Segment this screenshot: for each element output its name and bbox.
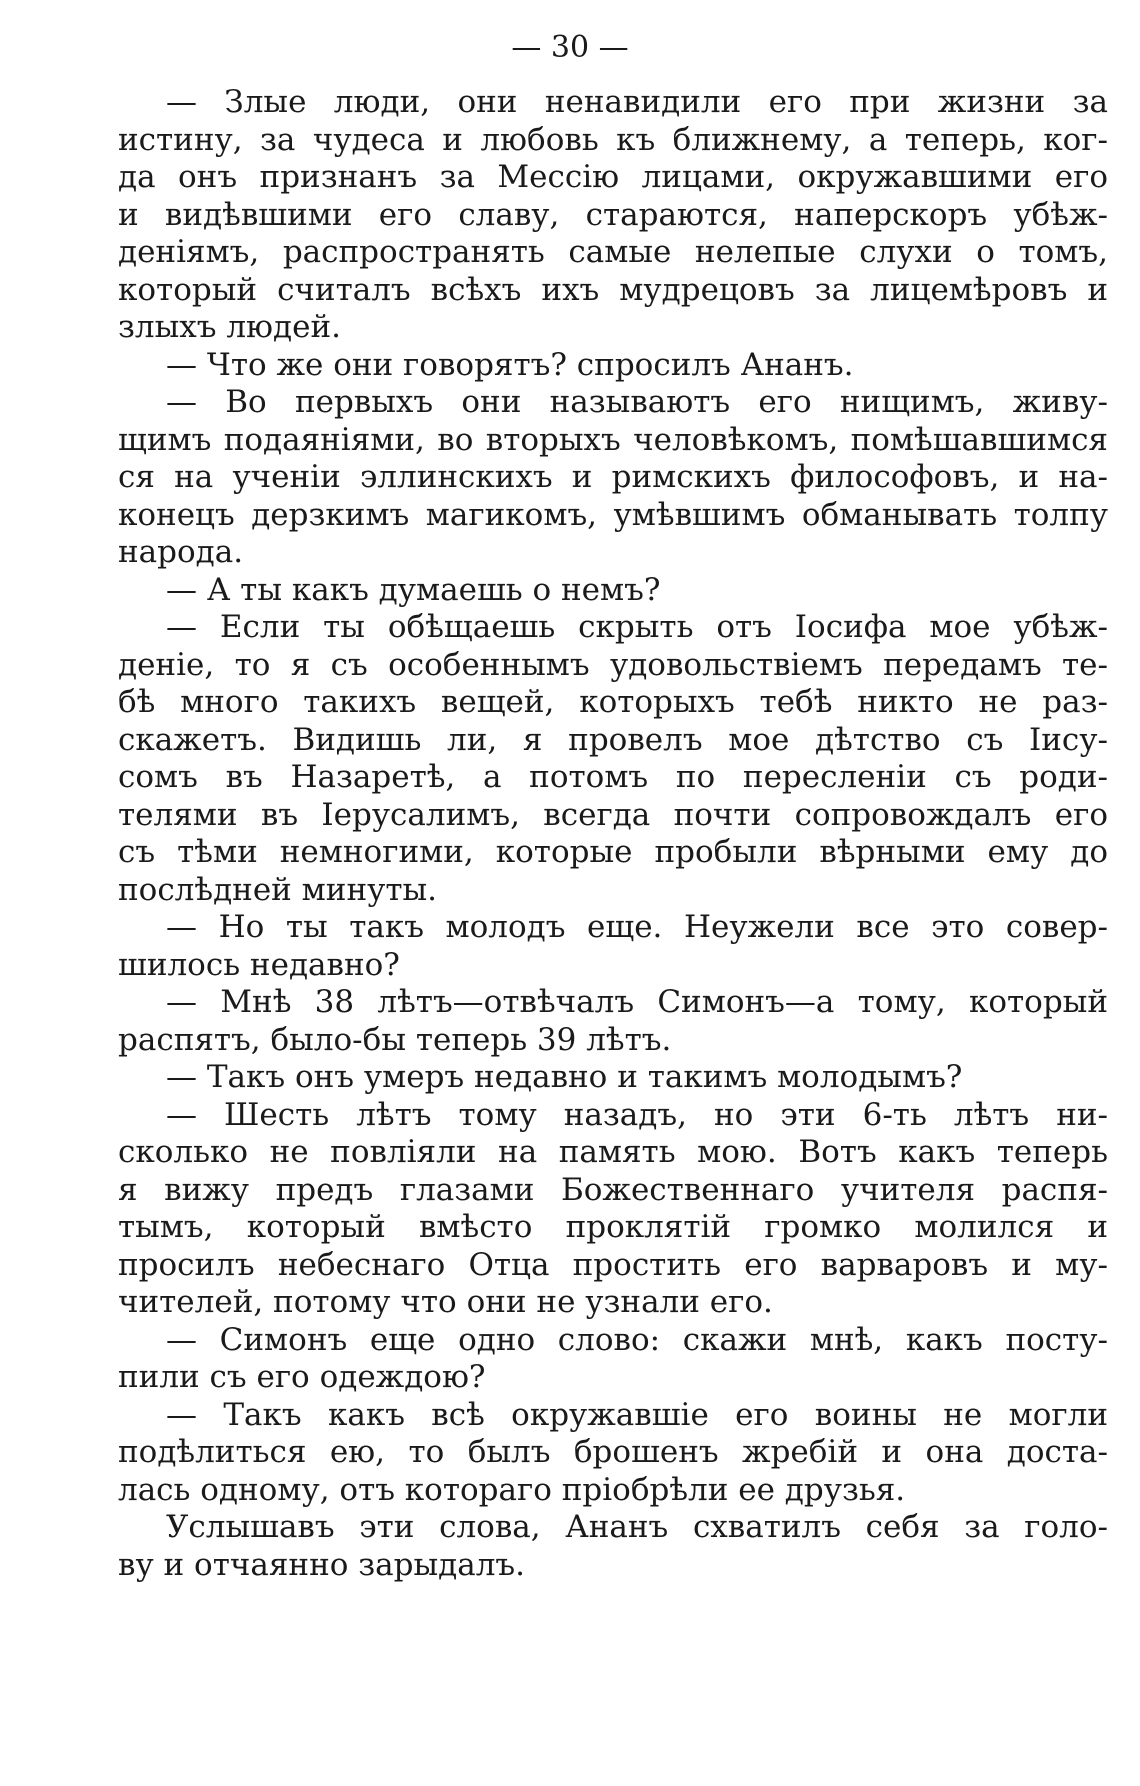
text-line: да онъ признанъ за Мессію лицами, окружавшими его: [118, 159, 1108, 195]
text-line: — Во первыхъ они называютъ его нищимъ, живу-: [166, 384, 1108, 420]
text-line: — Симонъ еще одно слово: скажи мнѣ, какъ посту-: [166, 1321, 1108, 1358]
text-line: конецъ дерзкимъ магикомъ, умѣвшимъ обманывать толпу: [118, 496, 1108, 533]
text-line: — Мнѣ 38 лѣтъ—отвѣчалъ Симонъ—а тому, который: [166, 984, 1108, 1020]
text-line: истину, за чудеса и любовь къ ближнему, а теперь, ког-: [118, 121, 1108, 158]
text-line: съ тѣми немногими, которые пробыли вѣрными ему до: [118, 834, 1108, 870]
text-line: ся на ученіи эллинскихъ и римскихъ философовъ, и на-: [118, 459, 1108, 495]
text-line: который считалъ всѣхъ ихъ мудрецовъ за лицемѣровъ и: [118, 271, 1108, 308]
text-line: послѣдней минуты.: [118, 871, 438, 908]
text-line: пили съ его одеждою?: [118, 1359, 486, 1395]
text-line: чителей, потому что они не узнали его.: [118, 1284, 773, 1320]
text-line: деніямъ, распространять самые нелепые слухи о томъ,: [118, 234, 1108, 270]
text-line: скажетъ. Видишь ли, я провелъ мое дѣтство съ Іису-: [118, 721, 1108, 758]
text-line: — Но ты такъ молодъ еще. Неужели все это совер-: [166, 909, 1108, 945]
text-line: и видѣвшими его славу, стараются, наперскоръ убѣж-: [118, 196, 1108, 233]
text-line: сколько не повліяли на память мою. Вотъ какъ теперь: [118, 1134, 1108, 1170]
text-line: сомъ въ Назаретѣ, а потомъ по пересленіи съ роди-: [118, 759, 1108, 795]
text-line: телями въ Іерусалимъ, всегда почти сопровождалъ его: [118, 796, 1108, 833]
page-number: — 30 —: [511, 30, 629, 65]
text-line: лась одному, отъ котораго пріобрѣли ее друзья.: [118, 1471, 906, 1508]
text-line: — Если ты обѣщаешь скрыть отъ Іосифа мое убѣж-: [166, 609, 1108, 645]
text-line: бѣ много такихъ вещей, которыхъ тебѣ никто не раз-: [118, 684, 1108, 720]
text-line: — Злые люди, они ненавидили его при жизни за: [166, 84, 1108, 120]
text-line: просилъ небеснаго Отца простить его варваровъ и му-: [118, 1246, 1108, 1283]
text-line: щимъ подаяніями, во вторыхъ человѣкомъ, помѣшавшимся: [118, 421, 1108, 458]
text-line: — Шесть лѣтъ тому назадъ, но эти 6-ть лѣтъ ни-: [166, 1096, 1108, 1133]
text-line: распятъ, было-бы теперь 39 лѣтъ.: [118, 1021, 672, 1058]
text-line: народа.: [118, 534, 244, 570]
text-line: злыхъ людей.: [118, 309, 341, 345]
text-line: — Такъ какъ всѣ окружавшіе его воины не могли: [166, 1396, 1108, 1433]
text-line: — Такъ онъ умеръ недавно и такимъ молодымъ?: [166, 1059, 963, 1095]
text-line: деніе, то я съ особеннымъ удовольствіемъ передамъ те-: [118, 646, 1108, 683]
text-line: подѣлиться ею, то былъ брошенъ жребій и она доста-: [118, 1434, 1108, 1470]
text-line: — Что же они говорятъ? спросилъ Ананъ.: [166, 346, 854, 383]
body-text: [118, 84, 1108, 1584]
text-line: — А ты какъ думаешь о немъ?: [166, 571, 661, 608]
text-line: тымъ, который вмѣсто проклятій громко молился и: [118, 1209, 1108, 1245]
text-line: шилось недавно?: [118, 946, 400, 983]
text-line: Услышавъ эти слова, Ананъ схватилъ себя за голо-: [166, 1509, 1108, 1545]
text-line: ву и отчаянно зарыдалъ.: [118, 1546, 525, 1583]
text-line: я вижу предъ глазами Божественнаго учителя распя-: [118, 1171, 1108, 1208]
